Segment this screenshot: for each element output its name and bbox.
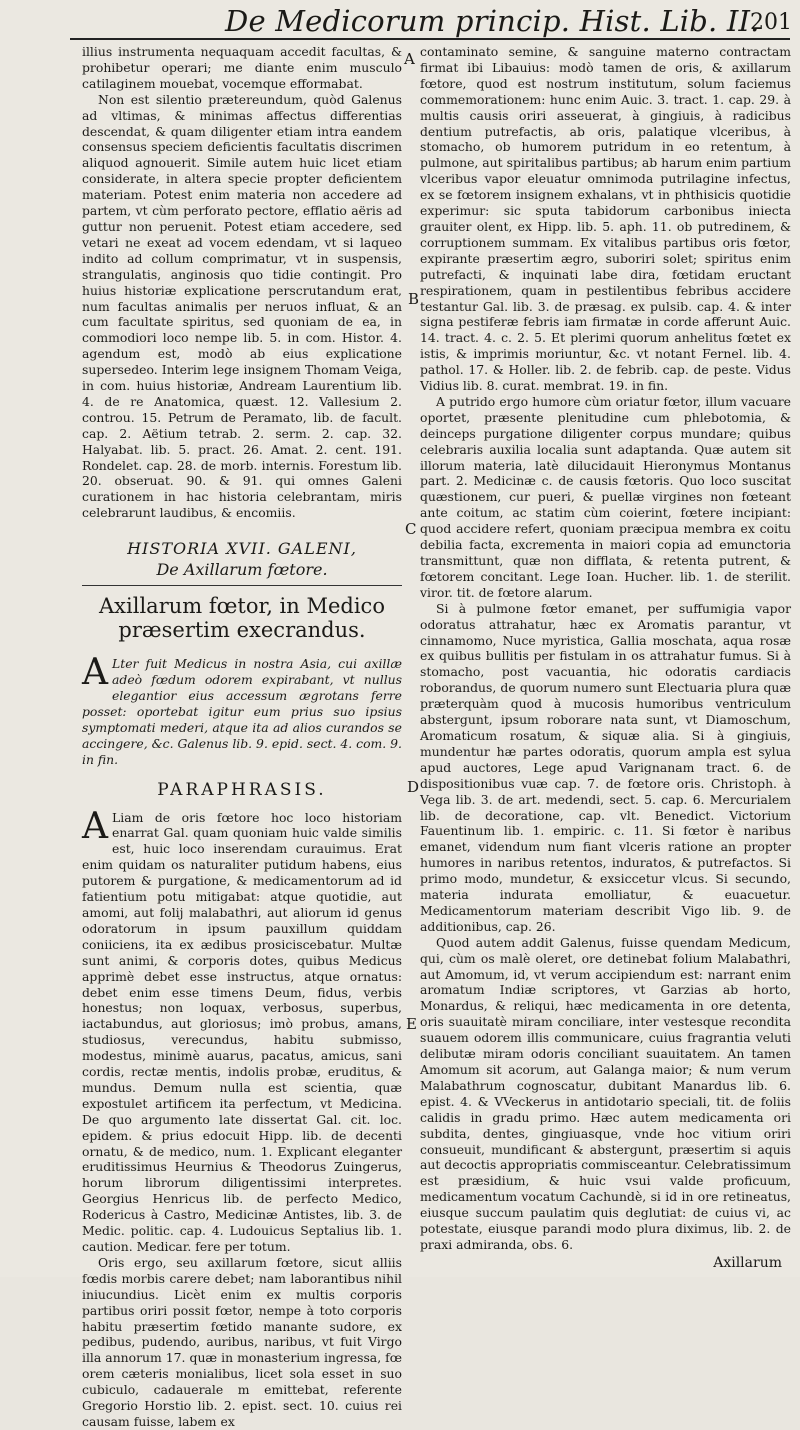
margin-letter-c: C bbox=[405, 520, 417, 538]
paragraph-quod-autem: Quod autem addit Galenus, fuisse quendam Medicum, qui, cùm os malè oleret, ore detinebat folium Malabathri, aut Amomum, id, vt verum accipiendum est: narrant enim aromatum Indiæ scriptores, vt Garzias ab horto, Monardus, & reliqui, hæc medicamenta in ore detenta, oris suauitatè miram conciliare, inter vestesque recondita suauem odorem illis communicare, cuius fragrantia veluti delibutæ miram odoris conciliant suauitatem. An tamen Amomum sit acorum, aut Galanga maior; & num verum Malabathrum cognoscatur, dubitant Manardus lib. 6. epist. 4. & VVeckerus in antidotario speciali, tit. de foliis calidis in gradu primo. Hæc autem medicamenta ori subdita, dentes, gingiuasque, vnde hoc vitium oriri consueuit, mundificant & abstergunt, præsertim si aquis aut decoctis appropriatis commisceantur. Celebratissimum est præsidium, & huic vsui valde proficuum, medicamentum vocatum Cachundè, si id in ore retineatus, eiusque succum paulatim quis deglutiat: de cuius vi, ac potestate, eiusque parandi modo plura diximus, lib. 2. de praxi admiranda, obs. 6. bbox=[420, 934, 791, 1252]
catchword: Axillarum bbox=[713, 1255, 782, 1271]
historia-title: HISTORIA XVII. GALENI, bbox=[127, 539, 357, 559]
running-header bbox=[0, 0, 800, 40]
margin-letter-d: D bbox=[407, 778, 420, 796]
paragraph-contaminato: contaminato semine, & sanguine materno contractam firmat ibi Libauius: modò tamen de oris, & axillarum fœtore, quod est nostrum institutum, solum faciemus commemorationem: hunc enim Auic. 3. tract. 1. cap. 29. à multis causis oriri asseuerat, à gingiuis, à radicibus dentium putrefactis, ab oris, palatique vlceribus, à stomacho, ob humorem putridum in eo retentum, à pulmone, aut spiritalibus partibus; ab harum enim partium vlceribus vapor eleuatur omnimoda putrilagine infectus, ex se fœtorem insignem exhalans, vt in phthisicis quotidie experimur: sic sputa tabidorum carbonibus iniecta grauiter olent, ex Hipp. lib. 5. aph. 11. ob putredinem, & corruptionem summam. Ex vitalibus partibus oris fœtor, expirante præsertim ægro, suboriri solet; spiritus enim putrefacti, & inquinati labe dira, fœtidam eructant respirationem, quam in pestilentibus febribus accidere testantur Gal. lib. 3. de præsag. ex pulsib. cap. 4. & inter signa pestiferæ febris iam firmatæ in corde afferunt Auic. 14. tract. 4. c. 2. 5. Et plerimi quorum anhelitus fœtet ex istis, & imprimis moriuntur, &c. vt notant Fernel. lib. 4. pathol. 17. & Holler. lib. 2. de febrib. cap. de peste. Vidus Vidius lib. 8. curat. membrat. 19. in fin. bbox=[420, 44, 791, 394]
paraphrasis-paragraph bbox=[82, 805, 402, 1255]
right-column bbox=[420, 44, 791, 1254]
margin-letter-a: A bbox=[404, 50, 415, 68]
margin-letter-e: E bbox=[406, 1015, 417, 1033]
paragraph-putrido: A putrido ergo humore cùm oriatur fœtor, illum vacuare oportet, præsente plenitudine cum phlebotomia, & deinceps purgatione diligenter corpus mundare; quibus celebraris auxilia localia sunt adaptanda. Quæ autem sit illorum materia, latè dilucidauit Hieronymus Montanus part. 2. Medicinæ c. de causis fœtoris. Quo loco suscitat quæstionem, cur pueri, & puellæ virgines non fœteant ante coitum, ac statim cùm coierint, fœtere incipiant: quod accidere refert, quoniam præcipua membra ex coitu debilia facta, excrementa in maiori copia ad emunctoria transmittunt, quæ non difflata, & retenta putrent, & fœtorem concitant. Lege Ioan. Hucher. lib. 1. de sterilit. viror. tit. de fœtore alarum. bbox=[420, 393, 791, 600]
galen-quote bbox=[82, 652, 402, 767]
galen-quote-text: Lter fuit Medicus in nostra Asia, cui axillæ adeò fœdum odorem expirabant, vt nullus elegantior eius accessum ægrotans ferre posset: oportebat igitur eum prius suo ipsius symptomati mederi, atque ita ad alios curandos se accingere, &c. Galenus lib. 9. epid. sect. 4. com. 9. in fin. bbox=[82, 656, 402, 767]
left-column bbox=[82, 44, 402, 1429]
paraphrasis-heading: PARAPHRASIS. bbox=[157, 779, 327, 800]
running-title: De Medicorum princip. Hist. Lib. II. bbox=[225, 4, 760, 38]
paragraph-oris-ergo: Oris ergo, seu axillarum fœtore, sicut alliis fœdis morbis carere debet; nam laborantibus nihil iniucundius. Licèt enim ex multis corporis partibus oriri possit fœtor, nempe à toto corporis habitu præsertim fœtido manante sudore, ex pedibus, pudendo, auribus, naribus, vt fuit Virgo illa annorum 17. quæ in monasterium ingressa, fœ orem cæteris monialibus, licet sola esset in suo cubiculo, cadauerale m emittebat, referente Gregorio Horstio lib. 2. epist. sect. 10. cuius rei causam fuisse, labem ex bbox=[82, 1254, 402, 1429]
header-rule bbox=[70, 38, 790, 40]
paragraph-pulmone: Si à pulmone fœtor emanet, per suffumigia vapor odoratus attrahatur, hæc ex Aromatis parantur, vt cinnamomo, Nuce myristica, Gallia moschata, aqua rosæ ex quibus bullitis per fistulam in os attrahatur fumus. Si à stomacho, post vacuantia, hic odoratis cardiacis roborandus, de quorum numero sunt Electuaria plura quæ præterquàm quod à mucosis humoribus ventriculum abstergunt, ipsum roborare nata sunt, vt Diamoschum, Aromaticum rosatum, & siquæ alia. Si à gingiuis, mundentur hæ partes odoratis, quorum ampla est sylua apud auctores, Lege apud Varignanam tract. 6. de dispositionibus vuæ cap. 7. de fœtore oris. Christoph. à Vega lib. 3. de art. medendi, sect. 5. cap. 6. Mercurialem lib. de decoratione, cap. vlt. Benedict. Victorium Fauentinum lib. 1. empiric. c. 11. Si fœtor è naribus emanet, videndum num fiant vlceris ratione an propter humores in naribus retentos, induratos, & putrefactos. Si primo modo, mundetur, & exsiccetur vlcus. Si secundo, materia indurata emolliatur, & euacuetur. Medicamentorum materiam describit Vigo lib. 9. de additionibus, cap. 26. bbox=[420, 600, 791, 934]
margin-letter-b: B bbox=[408, 290, 420, 308]
drop-cap-quote: A bbox=[82, 652, 108, 694]
section-rule bbox=[82, 585, 402, 586]
historia-subtitle: De Axillarum fœtore. bbox=[156, 560, 328, 580]
paraphrasis-text: Liam de oris fœtore hoc loco historiam enarrat Gal. quam quoniam huic valde similis est, huic loco inserendam curauimus. Erat enim quidam os naturaliter putidum habens, eius putorem & purgatione, & medicamentorum ad id fatientium potu mitigabat: atque quotidie, aut amomi, aut folij malabathri, aut aliorum id genus odoratorum in ipsum pauxillum quiddam coniiciens, ita ex ædibus prosiciscebatur. Multæ sunt animi, & corporis dotes, quibus Medicus apprimè debet esse instructus, atque ornatus: debet enim esse timens Deum, fidus, verbis honestus; non loquax, verbosus, superbus, iactabundus, aut gloriosus; imò probus, amans, studiosus, verecundus, habitu submisso, modestus, minimè auarus, pacatus, amicus, sani cordis, rectæ mentis, indolis probæ, eruditus, & mundus. Demum nulla est scientia, quæ expostulet artificem ita perfectum, vt Medicina. De quo argumento late dissertat Gal. cit. loc. epidem. & prius edocuit Hipp. lib. de decenti ornatu, & de medico, num. 1. Explicant eleganter eruditissimus Heurnius & Theodorus Zuingerus, horum librorum diligentissimi interpretes. Georgius Henricus lib. de perfecto Medico, Rodericus à Castro, Medicinæ Antistes, lib. 3. de Medic. politic. cap. 4. Ludouicus Septalius lib. 1. caution. Medicar. fere per totum. bbox=[82, 809, 402, 1254]
paragraph-galen-discussion: Non est silentio prætereundum, quòd Galenus ad vltimas, & minimas affectus differentias descendat, & quam diligenter etiam intra eandem consensus speciem deficientis facultatis discrimen aliquod agnouerit. Simile autem huic licet etiam considerate, in altera specie propter deficientem materiam. Potest enim materia non accedere ad partem, vt cùm perforato pectore, efflatio aëris ad guttur non peruenit. Potest etiam accedere, sed vetari ne exeat ad vocem edendam, vt si laqueo indito ad collum comprimatur, vt in suspensis, strangulatis, anginosis quo tidie contingit. Pro huius historiæ explicatione perscrutandum erat, num facultas animalis per neruos influat, & an cum facultate spiritus, sed quoniam de ea, in commodiori loco nempe lib. 5. in com. Histor. 4. agendum est, modò ab eius explicatione supersedeo. Interim lege insignem Thomam Veiga, in com. huius historiæ, Andream Laurentium lib. 4. de re Anatomica, quæst. 12. Vallesium 2. controu. 15. Petrum de Peramato, lib. de facult. cap. 2. Aëtium tetrab. 2. serm. 2. cap. 32. Halyabat. lib. 5. pract. 26. Amat. 2. cent. 191. Rondelet. cap. 28. de morb. internis. Forestum lib. 20. obseruat. 90. & 91. qui omnes Galeni curationem in hac historia celebrantam, miris celebrarunt laudibus, & encomiis. bbox=[82, 91, 402, 521]
drop-cap-paraphrasis: A bbox=[82, 805, 108, 847]
section-heading: Axillarum fœtor, in Medico præsertim execrandus. bbox=[99, 594, 385, 643]
page-number: 201 bbox=[750, 10, 792, 35]
continued-paragraph: illius instrumenta nequaquam accedit facultas, & prohibetur operari; me diante enim musculo catilaginem mouebat, vocemque efformabat. bbox=[82, 44, 402, 91]
